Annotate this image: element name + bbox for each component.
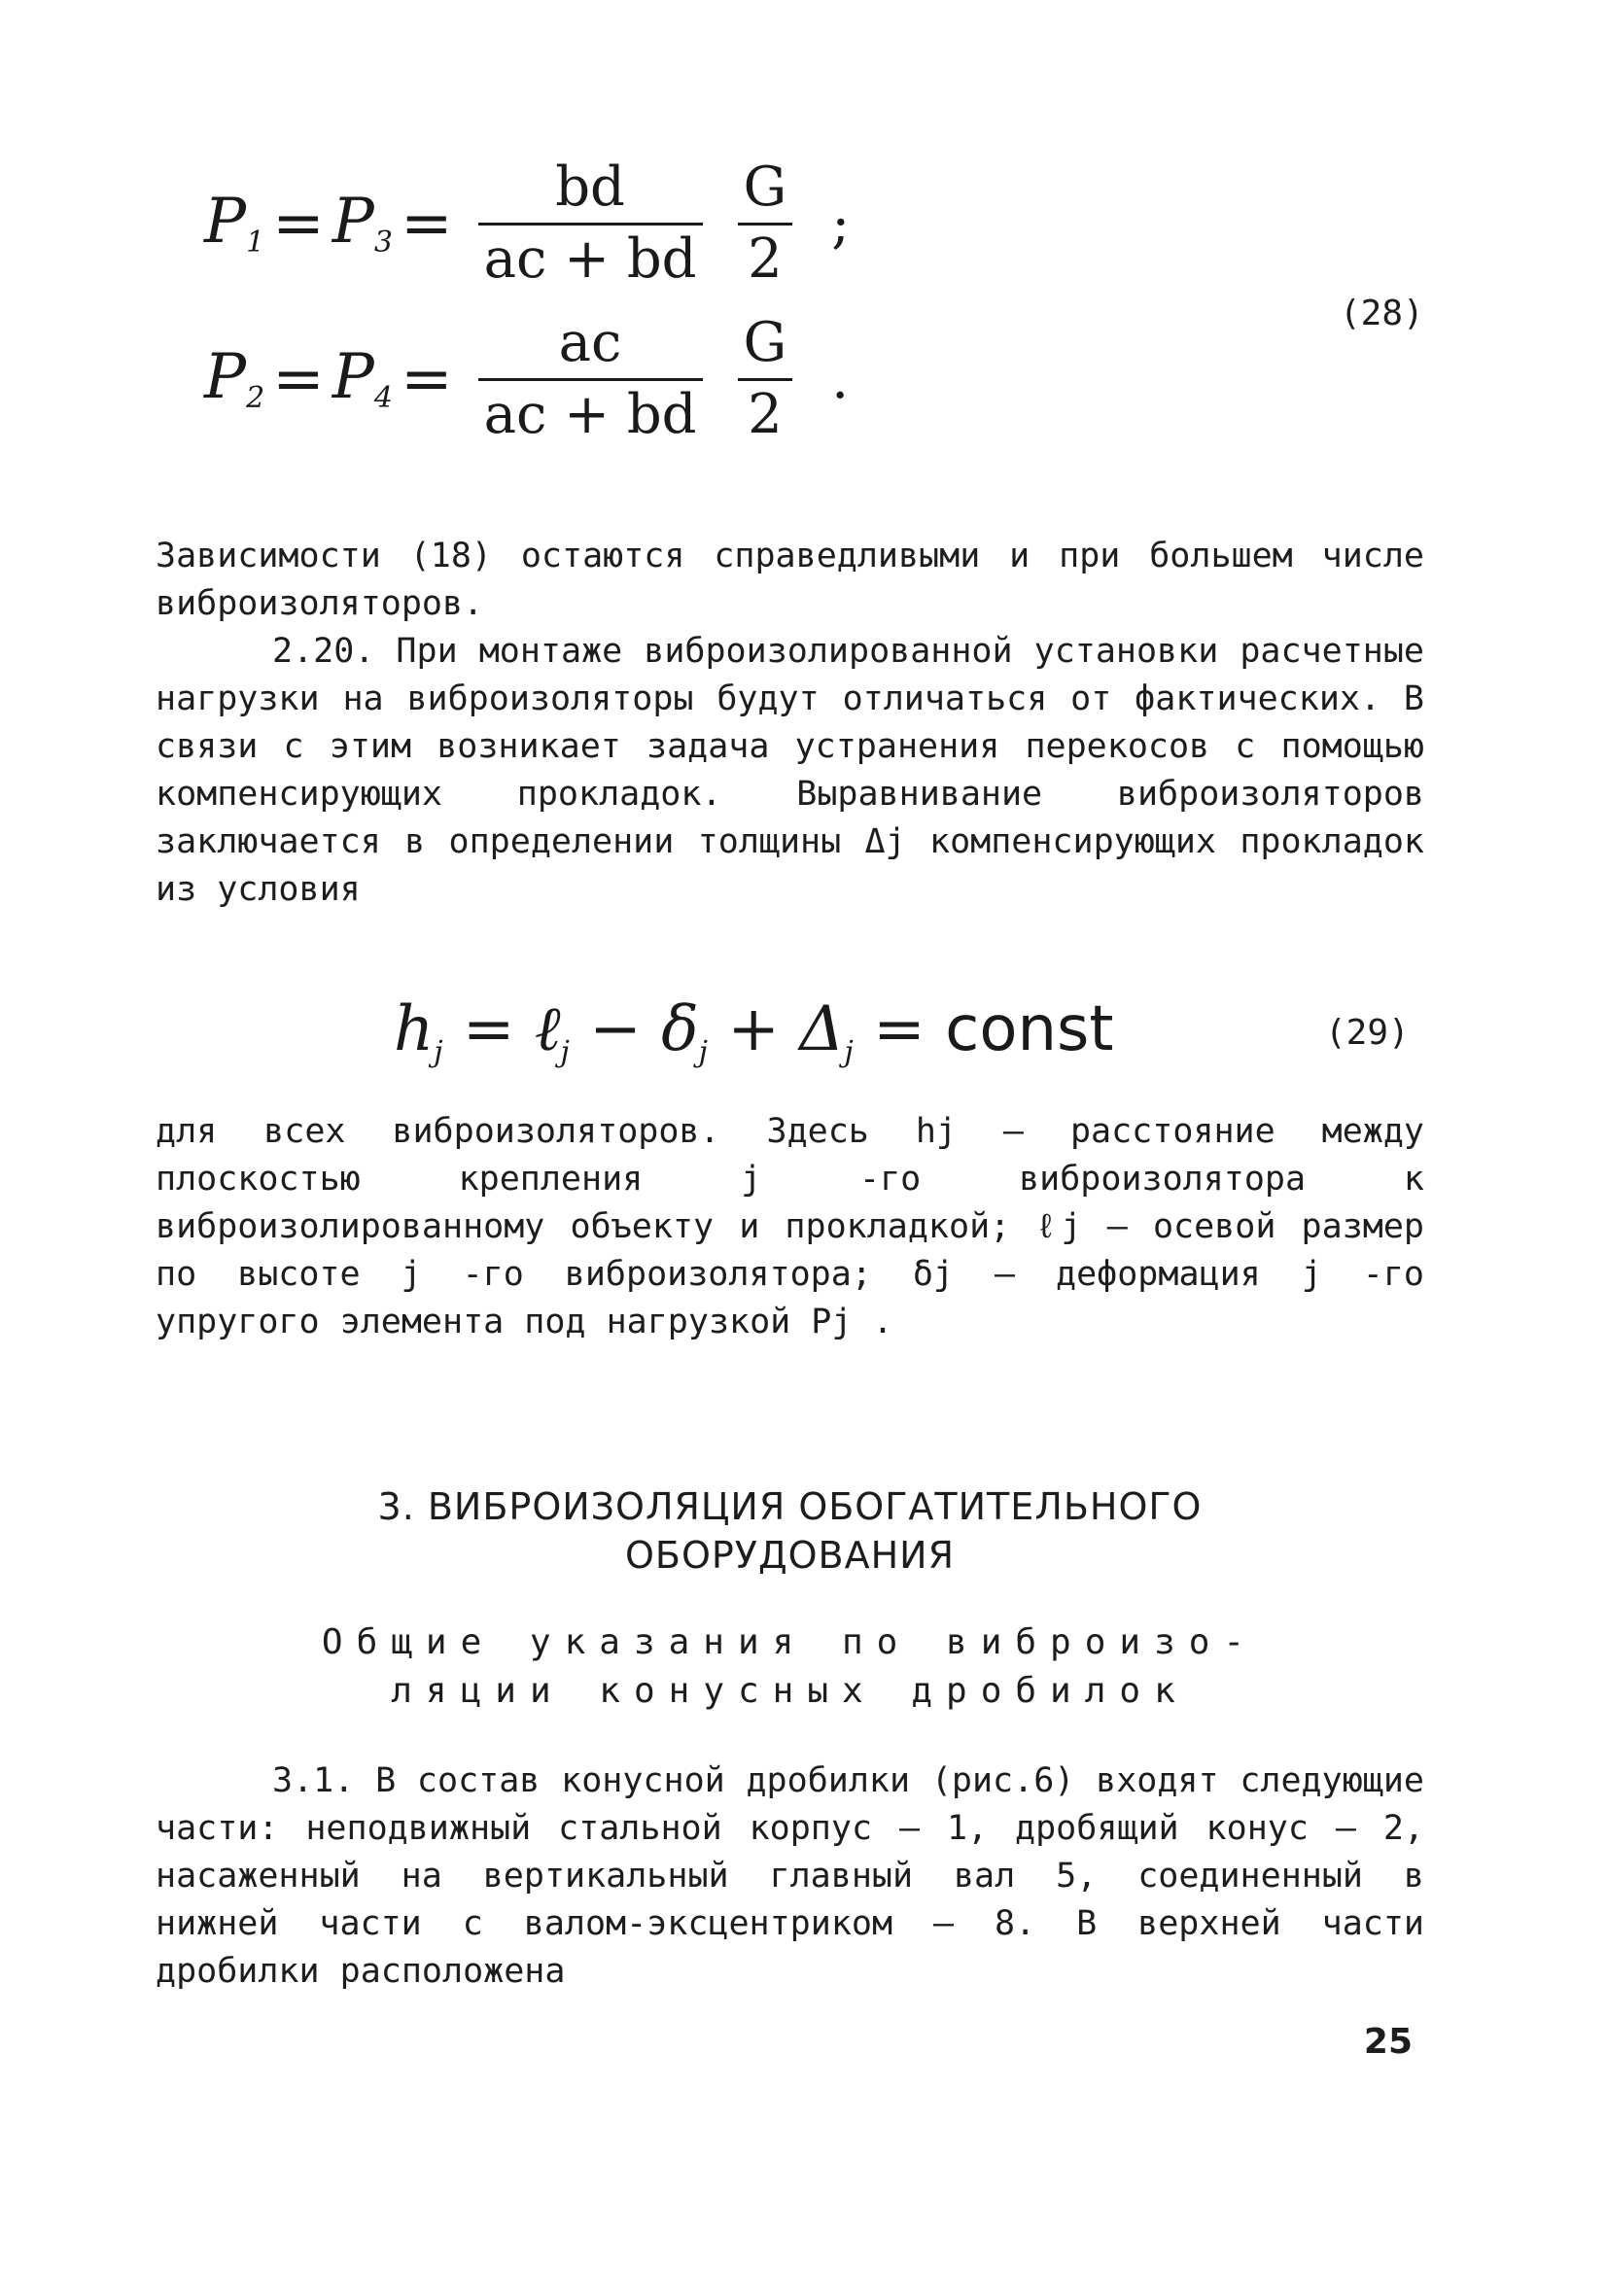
section-heading-line-1: 3. ВИБРОИЗОЛЯЦИЯ ОБОГАТИТЕЛЬНОГО: [377, 1485, 1203, 1528]
fraction-bar: [738, 223, 793, 226]
paragraph-4: 3.1. В состав конусной дробилки (рис.6) входят следующие части: неподвижный стальной корпус – 1, дробящий конус – 2, насаженный на вертикальный главный вал 5, соединенный в нижней части с валом-эксцентриком – 8. В верхней части дробилки расположена: [156, 1761, 1424, 1991]
formula-fraction: [738, 310, 793, 446]
page-number: 25: [1363, 2022, 1413, 2062]
formula-29: $h_j$ = ℓ$_j$ − $\delta_j + \Delta_j$ = const: [394, 993, 1114, 1069]
formula-fraction: [478, 310, 703, 446]
fraction-numerator: bd: [555, 155, 625, 219]
formula-symbol: $P_2$: [204, 340, 265, 415]
sub-heading-line-1: Общие указания по виброизо-: [321, 1622, 1259, 1662]
fraction-denominator: 2: [748, 382, 783, 446]
sub-heading: [156, 1618, 1424, 1716]
paragraph-2: 2.20. При монтаже виброизолированной установки расчетные нагрузки на виброизоляторы будут отличаться от фактических. В связи с этим возникает задача устранения перекосов с помощью компенсирующих прокладок. Выравнивание виброизоляторов заключается в определении толщины Δj компенсирующих прокладок из условия: [156, 632, 1424, 909]
formula-punctuation: ;: [831, 191, 851, 256]
formula-symbol: $P_3$: [332, 185, 393, 260]
formula-operator: =: [272, 343, 325, 415]
fraction-denominator: ac + bd: [483, 226, 697, 291]
formula-operator: =: [400, 343, 453, 415]
fraction-numerator: G: [743, 155, 787, 219]
formula-symbol: $P_1$: [204, 185, 265, 260]
formula-operator: =: [400, 188, 453, 260]
fraction-numerator: ac: [558, 310, 622, 374]
formula-symbol: $P_4$: [332, 340, 393, 415]
equation-number-28: (28): [1340, 294, 1424, 333]
formula-punctuation: .: [831, 347, 850, 411]
equation-number-29: (29): [1325, 1013, 1410, 1053]
section-heading: [156, 1482, 1424, 1580]
section-heading-line-2: ОБОРУДОВАНИЯ: [624, 1534, 956, 1577]
formula-28: [204, 146, 850, 457]
paragraph-1: Зависимости (18) остаются справедливыми и при большем числе виброизоляторов.: [156, 537, 1424, 623]
paragraph-3: для всех виброизоляторов. Здесь hj – расстояние между плоскостью крепления j -го виброизолятора к виброизолированному объекту и прокладкой; ℓj – осевой размер по высоте j -го виброизолятора; δj – деформация j -го упругого элемента под нагрузкой Pj .: [156, 1112, 1424, 1341]
sub-heading-line-2: ляции конусных дробилок: [391, 1671, 1189, 1711]
formula-28-line-1: [204, 146, 850, 301]
fraction-denominator: ac + bd: [483, 382, 697, 446]
formula-28-line-2: [204, 301, 850, 457]
formula-fraction: [738, 155, 793, 291]
fraction-bar: [478, 223, 703, 226]
fraction-denominator: 2: [748, 226, 783, 291]
fraction-numerator: G: [743, 310, 787, 374]
formula-operator: =: [272, 188, 325, 260]
formula-fraction: [478, 155, 703, 291]
fraction-bar: [738, 378, 793, 381]
fraction-bar: [478, 378, 703, 381]
